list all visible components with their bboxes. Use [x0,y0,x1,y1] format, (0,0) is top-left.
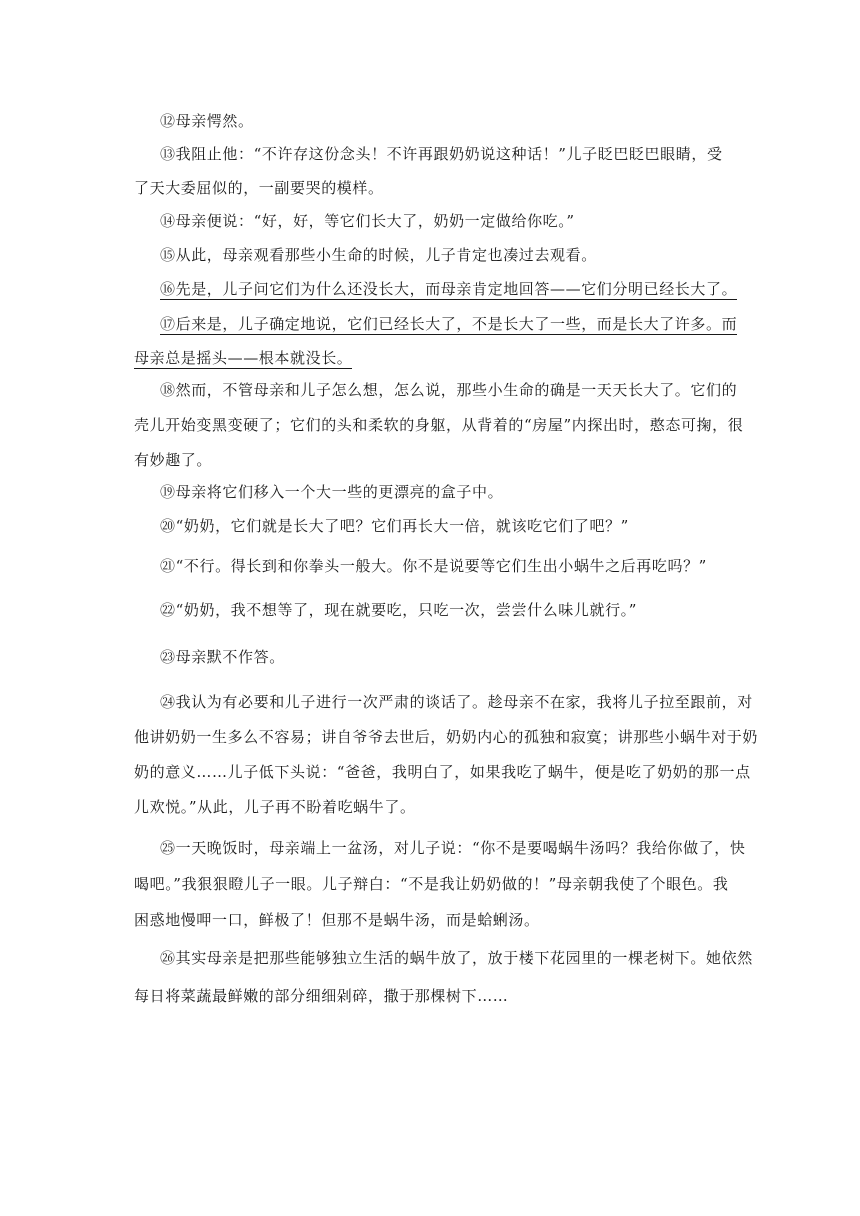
paragraph-line: 壳儿开始变黑变硬了；它们的头和柔软的身躯，从背着的“房屋”内探出时，憨态可掬，很 [134,416,744,434]
paragraph-line: ㉑“不行。得长到和你拳头一般大。你不是说要等它们生出小蜗牛之后再吃吗？” [160,557,707,575]
paragraph-line: ⑬我阻止他：“不许存这份念头！不许再跟奶奶说这种话！”儿子眨巴眨巴眼睛，受 [160,145,723,163]
underlined-sentence: ⑰后来是，儿子确定地说，它们已经长大了，不是长大了一些，而是长大了许多。而 [160,315,738,333]
paragraph-21 [134,554,730,578]
paragraph-line: 每日将菜蔬最鲜嫩的部分细细剁碎，撒于那棵树下…… [134,987,509,1005]
paragraph-line: 困惑地慢呷一口，鲜极了！但那不是蜗牛汤，而是蛤蜊汤。 [134,911,540,929]
paragraph-line: ⑳“奶奶，它们就是长大了吧？它们再长大一倍，就该吃它们了吧？” [160,517,629,535]
paragraph-16-underlined [134,277,738,301]
paragraph-19 [134,480,730,504]
paragraph-18 [134,378,744,472]
paragraph-line: ㉔我认为有必要和儿子进行一次严肃的谈话了。趁母亲不在家，我将儿子拉至跟前，对 [160,693,753,711]
paragraph-line: ㉖其实母亲是把那些能够独立生活的蜗牛放了，放于楼下花园里的一棵老树下。她依然 [160,949,753,967]
paragraph-line: ㉓母亲默不作答。 [160,648,285,666]
paragraph-15 [134,243,730,267]
paragraph-line: 奶的意义……儿子低下头说：“爸爸，我明白了，如果我吃了蜗牛，便是吃了奶奶的那一点 [134,763,751,781]
paragraph-24 [134,690,759,819]
paragraph-line: ⑮从此，母亲观看那些小生命的时候，儿子肯定也凑过去观看。 [160,246,597,264]
paragraph-line: ⑭母亲便说：“好，好，等它们长大了，奶奶一定做给你吃。” [160,212,575,230]
paragraph-line: ⑲母亲将它们移入一个大一些的更漂亮的盒子中。 [160,483,504,501]
paragraph-line: 了天大委屈似的，一副要哭的模样。 [134,179,384,197]
paragraph-line: ⑱然而，不管母亲和儿子怎么想，怎么说，那些小生命的确是一天天长大了。它们的 [160,381,738,399]
paragraph-line: ㉕一天晚饭时，母亲端上一盆汤，对儿子说：“你不是要喝蜗牛汤吗？我给你做了，快 [160,839,746,857]
paragraph-23 [134,645,730,669]
paragraph-line: ㉒“奶奶，我不想等了，现在就要吃，只吃一次，尝尝什么味儿就行。” [160,601,638,619]
paragraph-26 [134,946,753,1008]
paragraph-20 [134,514,730,538]
paragraph-line: 喝吧。”我狠狠瞪儿子一眼。儿子辩白：“不是我让奶奶做的！”母亲朝我使了个眼色。我 [134,875,729,893]
paragraph-14 [134,209,730,233]
paragraph-25 [134,836,746,932]
paragraph-line: 有妙趣了。 [134,451,213,469]
paragraph-line: ⑫母亲愕然。 [160,112,254,130]
paragraph-12 [134,109,730,133]
underlined-sentence: ⑯先是，儿子问它们为什么还没长大，而母亲肯定地回答——它们分明已经长大了。 [160,280,738,298]
paragraph-17-underlined [134,312,738,370]
underlined-sentence: 母亲总是摇头——根本就没长。 [134,349,353,367]
paragraph-line: 儿欢悦。”从此，儿子再不盼着吃蜗牛了。 [134,798,416,816]
paragraph-line: 他讲奶奶一生多么不容易；讲自爷爷去世后，奶奶内心的孤独和寂寞；讲那些小蜗牛对于奶 [134,728,759,746]
paragraph-22 [134,598,730,622]
paragraph-13 [134,142,730,200]
